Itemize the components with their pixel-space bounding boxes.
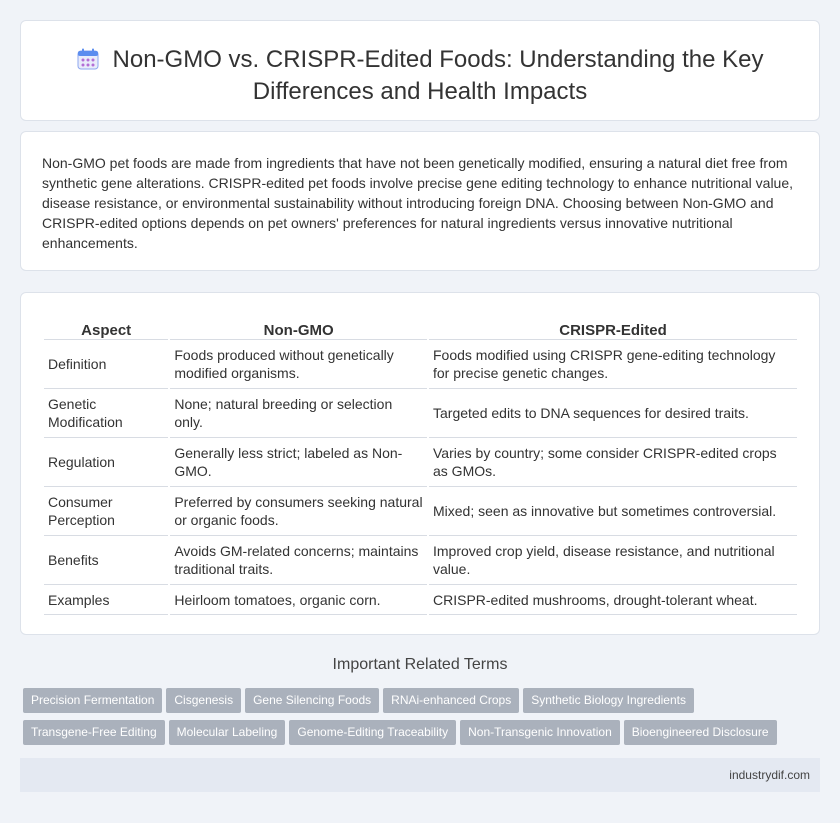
intro-paragraph: Non-GMO pet foods are made from ingredients that have not been genetically modified, ensuring a natural diet free from synthetic gene alterations. CRISPR-edited pet foods involve precise gene editing technology to enhance nutritional value, disease resistance, or environmental sustainability without introducing foreign DNA. Choosing between Non-GMO and CRISPR-edited options depends on pet owners' preferences for natural ingredients versus innovative nutritional enhancements. (42, 155, 794, 251)
tag-molecular-labeling[interactable]: Molecular Labeling (169, 720, 286, 745)
table-row (44, 438, 797, 487)
cell-aspect: Regulation (44, 438, 168, 487)
title-line-2: Differences and Health Impacts (252, 78, 588, 105)
tag-transgene-free-editing[interactable]: Transgene-Free Editing (23, 720, 165, 745)
cell-crispr: Improved crop yield, disease resistance, and nutritional value. (429, 536, 797, 585)
title-line-1: Non-GMO vs. CRISPR-Edited Foods: Understanding the Key (112, 46, 764, 73)
comparison-table (42, 315, 799, 615)
header-aspect: Aspect (44, 315, 168, 340)
cell-crispr: CRISPR-edited mushrooms, drought-tolerant wheat. (429, 585, 797, 615)
intro-card (20, 131, 820, 271)
cell-aspect: Examples (44, 585, 168, 615)
related-terms-heading: Important Related Terms (332, 656, 508, 673)
tag-synthetic-biology-ingredients[interactable]: Synthetic Biology Ingredients (523, 688, 694, 713)
header-crispr: CRISPR-Edited (429, 315, 797, 340)
cell-non-gmo: None; natural breeding or selection only. (170, 389, 427, 438)
cell-crispr: Foods modified using CRISPR gene-editing technology for precise genetic changes. (429, 340, 797, 389)
cell-non-gmo: Foods produced without genetically modified organisms. (170, 340, 427, 389)
table-row (44, 487, 797, 536)
table-header-row (44, 315, 797, 340)
header-card (20, 20, 820, 121)
tag-row-1 (23, 688, 823, 713)
tag-row-2 (23, 720, 823, 745)
cell-non-gmo: Avoids GM-related concerns; maintains traditional traits. (170, 536, 427, 585)
cell-aspect: Consumer Perception (44, 487, 168, 536)
tag-cisgenesis[interactable]: Cisgenesis (166, 688, 241, 713)
cell-non-gmo: Generally less strict; labeled as Non-GMO. (170, 438, 427, 487)
header-non-gmo: Non-GMO (170, 315, 427, 340)
tag-rnai-enhanced-crops[interactable]: RNAi-enhanced Crops (383, 688, 519, 713)
table-row (44, 585, 797, 615)
tag-non-transgenic-innovation[interactable]: Non-Transgenic Innovation (460, 720, 620, 745)
footer (20, 758, 820, 792)
tag-precision-fermentation[interactable]: Precision Fermentation (23, 688, 162, 713)
footer-site-link[interactable]: industrydif.com (729, 768, 810, 782)
cell-crispr: Mixed; seen as innovative but sometimes controversial. (429, 487, 797, 536)
cell-aspect: Benefits (44, 536, 168, 585)
cell-non-gmo: Preferred by consumers seeking natural or organic foods. (170, 487, 427, 536)
comparison-card (20, 292, 820, 635)
cell-non-gmo: Heirloom tomatoes, organic corn. (170, 585, 427, 615)
table-row (44, 536, 797, 585)
cell-crispr: Targeted edits to DNA sequences for desired traits. (429, 389, 797, 438)
table-row (44, 389, 797, 438)
related-terms-tags (23, 688, 823, 752)
tag-genome-editing-traceability[interactable]: Genome-Editing Traceability (289, 720, 456, 745)
table-row (44, 340, 797, 389)
cell-crispr: Varies by country; some consider CRISPR-edited crops as GMOs. (429, 438, 797, 487)
tag-gene-silencing-foods[interactable]: Gene Silencing Foods (245, 688, 379, 713)
page-title (21, 45, 819, 106)
cell-aspect: Genetic Modification (44, 389, 168, 438)
tag-bioengineered-disclosure[interactable]: Bioengineered Disclosure (624, 720, 777, 745)
cell-aspect: Definition (44, 340, 168, 389)
calendar-icon (77, 48, 99, 77)
